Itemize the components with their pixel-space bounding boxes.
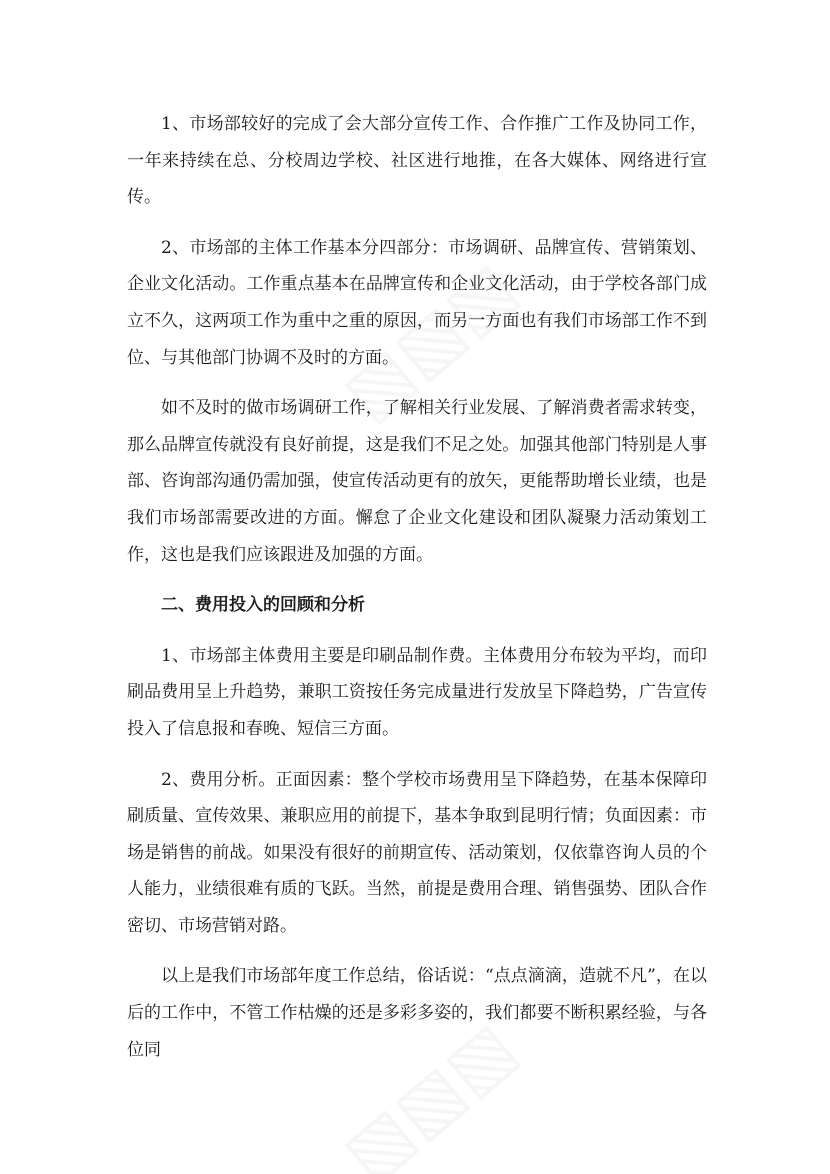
paragraph-5: 2、费用分析。正面因素：整个学校市场费用呈下降趋势，在基本保障印刷质量、宣传效果、兼职应用的前提下，基本争取到昆明行情；负面因素：市场是销售的前战。如果没有很好的前期宣传、活动策划，仅依靠咨询人员的个人能力，业绩很难有质的飞跃。当然，前提是费用合理、销售强势、团队合作密切、市场营销对路。 <box>127 769 707 936</box>
paragraph-6: 以上是我们市场部年度工作总结，俗话说：“点点滴滴，造就不凡”，在以后的工作中，不管工作枯燥的还是多彩多姿的，我们都要不断积累经验，与各位同 <box>127 966 707 1060</box>
paragraph-2: 2、市场部的主体工作基本分四部分：市场调研、品牌宣传、营销策划、企业文化活动。工作重点基本在品牌宣传和企业文化活动，由于学校各部门成立不久，这两项工作为重中之重的原因，而另一方面也有我们市场部工作不到位、与其他部门协调不及时的方面。 <box>127 237 707 368</box>
document-body <box>127 106 707 1082</box>
paragraph-3: 如不及时的做市场调研工作，了解相关行业发展、了解消费者需求转变，那么品牌宣传就没有良好前提，这是我们不足之处。加强其他部门特别是人事部、咨询部沟通仍需加强，使宣传活动更有的放矢，更能帮助增长业绩，也是我们市场部需要改进的方面。懈怠了企业文化建设和团队凝聚力活动策划工作，这也是我们应该跟进及加强的方面。 <box>127 398 707 565</box>
paragraph-1: 1、市场部较好的完成了会大部分宣传工作、合作推广工作及协同工作，一年来持续在总、分校周边学校、社区进行地推，在各大媒体、网络进行宣传。 <box>127 114 707 208</box>
section-heading: 二、费用投入的回顾和分析 <box>161 595 365 616</box>
paragraph-4: 1、市场部主体费用主要是印刷品制作费。主体费用分布较为平均，而印刷品费用呈上升趋势，兼职工资按任务完成量进行发放呈下降趋势，广告宣传投入了信息报和春晚、短信三方面。 <box>127 645 707 739</box>
